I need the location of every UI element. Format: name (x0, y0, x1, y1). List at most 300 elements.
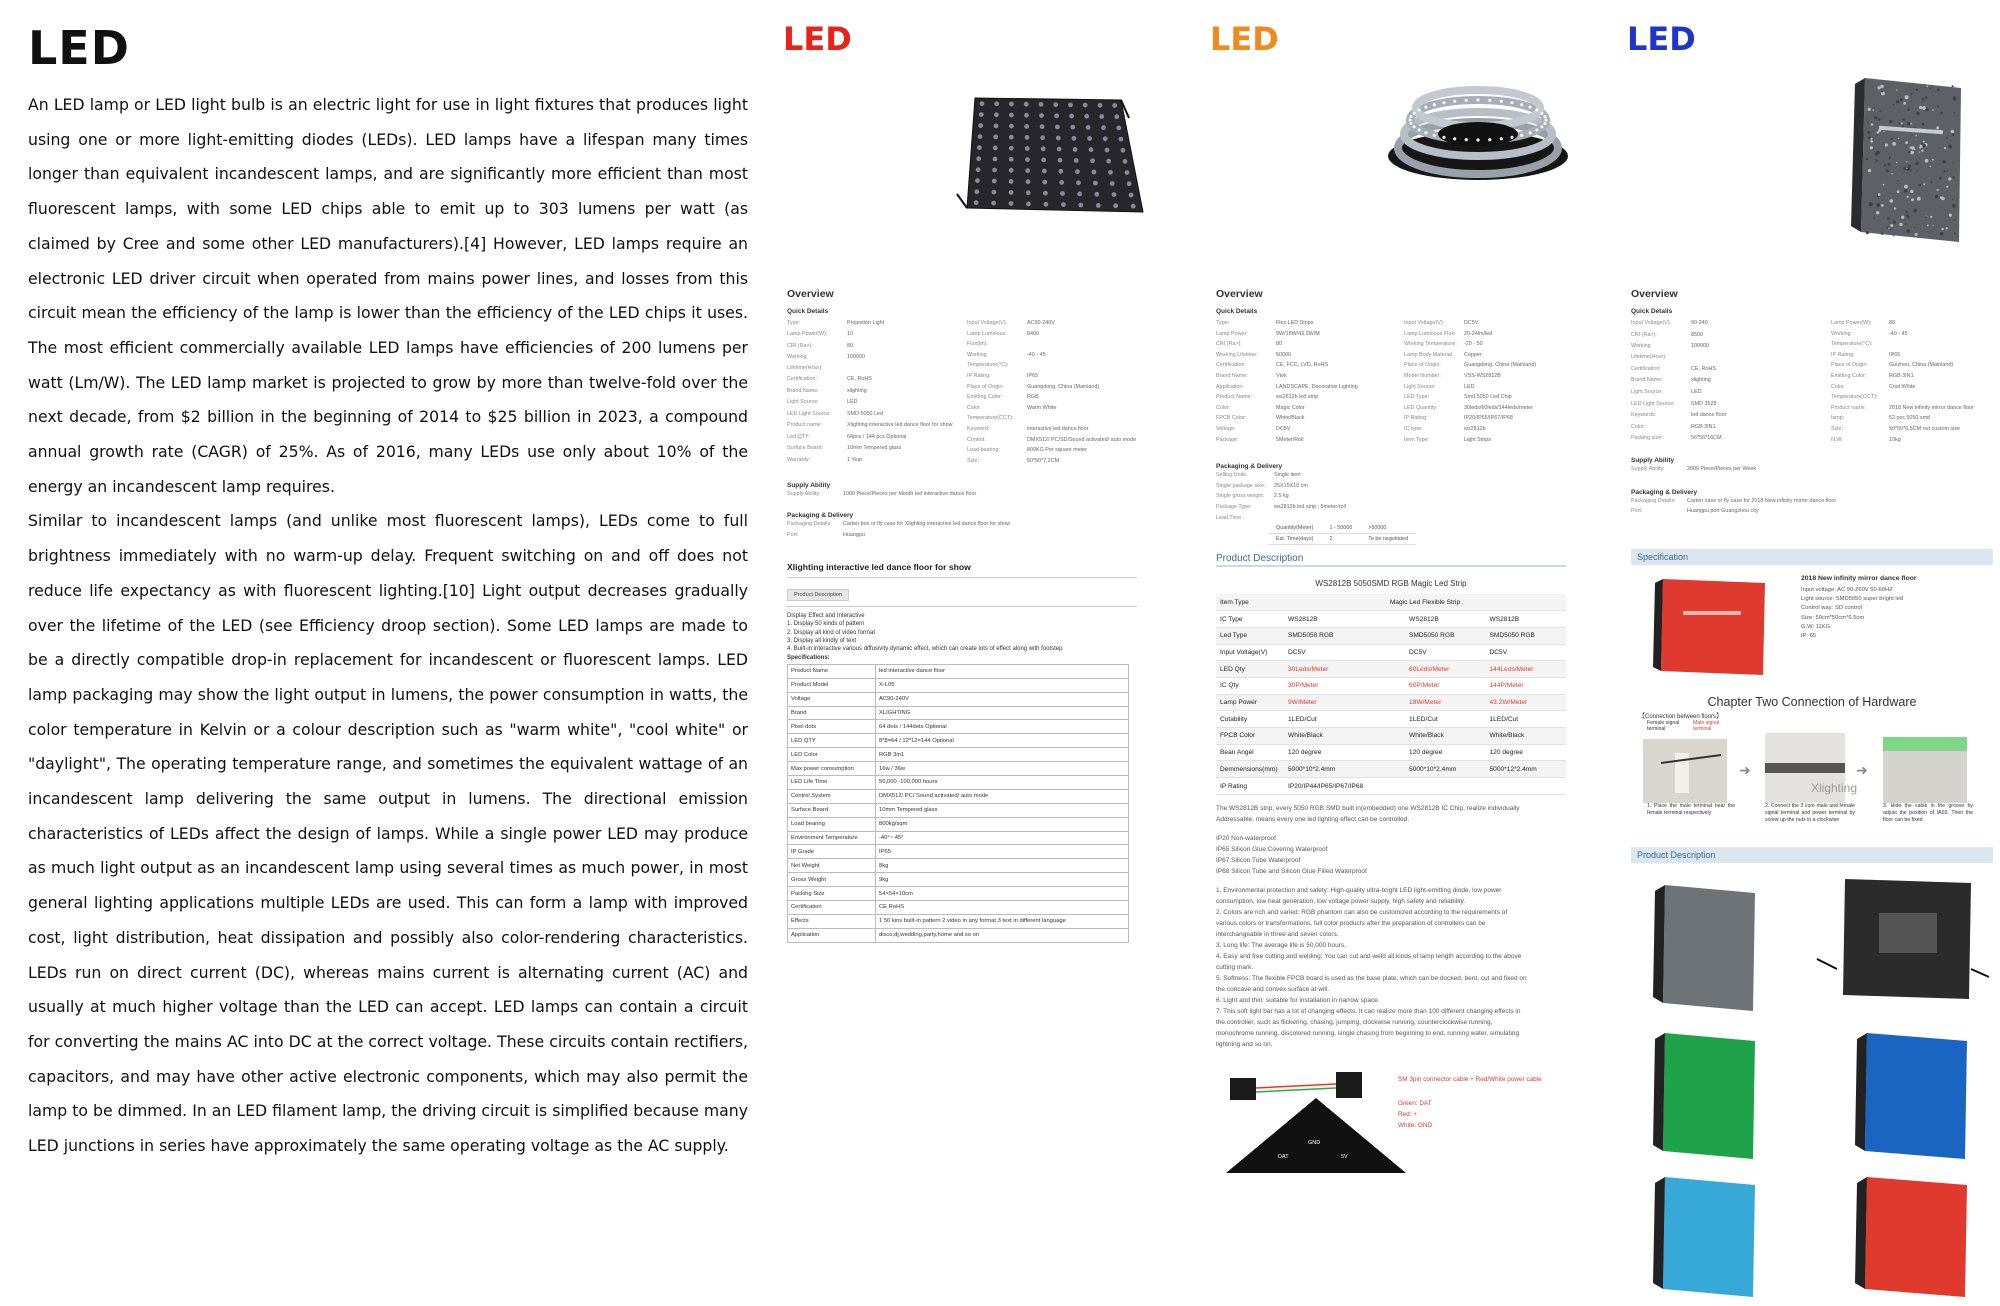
led-dot (1041, 146, 1046, 151)
spec-line: Control way: SD control (1801, 605, 1862, 612)
led-dot (1070, 125, 1075, 130)
stone-speck (1946, 186, 1948, 188)
stone-speck (1907, 122, 1910, 125)
stone-speck (1889, 156, 1890, 157)
detail-value: White/Black (1276, 415, 1305, 422)
led-dot (1026, 202, 1031, 207)
detail-value: Magic Color (1276, 404, 1305, 411)
description-line: IP20 Non-waterproof (1216, 834, 1276, 842)
detail-value: CE, RoHS (1691, 365, 1716, 372)
detail-value: RGB (1027, 394, 1039, 401)
table-cell: WS2812B (1486, 611, 1567, 628)
stone-speck (1942, 160, 1945, 163)
stone-speck (1894, 207, 1896, 209)
detail-key: Voltage: (1216, 425, 1236, 432)
table-cell: WS2812B (1284, 611, 1405, 628)
detail-value: RGB 3IN1 (1889, 372, 1914, 379)
detail-key: Selling Units: (1216, 472, 1248, 479)
female-label: Female signal terminal (1647, 719, 1680, 732)
led-dot (978, 123, 983, 128)
spec-line: IP: 65 (1801, 632, 1817, 639)
detail-value: IP65 (1027, 372, 1039, 379)
stone-speck (1949, 214, 1952, 217)
strip-led (1409, 122, 1412, 125)
description-line: 3. Long life: The average life is 50,000 hours. (1216, 941, 1346, 949)
stone-speck (1889, 158, 1890, 159)
strip-led (1418, 128, 1421, 131)
table-row (788, 845, 1129, 859)
stone-speck (1936, 189, 1938, 191)
detail-value: 8400 (1027, 330, 1039, 337)
led-dot (980, 101, 985, 106)
strip-led (1488, 99, 1491, 102)
detail-value: DC5V (1276, 425, 1291, 432)
led-dot (1086, 125, 1091, 130)
stone-speck (1889, 120, 1892, 123)
led-dot (1093, 181, 1098, 186)
spec-line: Light source: SMD5050 super bright led (1801, 596, 1904, 603)
description-line (1216, 825, 1566, 833)
led-dot (1125, 170, 1130, 175)
stone-speck (1885, 143, 1888, 146)
led-dot (1061, 202, 1066, 207)
led-dot (976, 156, 981, 161)
led-dot (1105, 148, 1110, 153)
detail-key: Working Lifetime(Hour): (787, 354, 823, 371)
table-cell: 60Leds/Meter (1405, 661, 1485, 678)
led-dot (1094, 192, 1099, 197)
detail-value: 100000 (1691, 343, 1709, 350)
product-description-tab[interactable]: Product Description (787, 589, 849, 601)
led-dot (1009, 135, 1014, 140)
stone-speck (1952, 85, 1954, 87)
stone-speck (1914, 209, 1918, 213)
stone-speck (1876, 135, 1877, 136)
stone-speck (1922, 106, 1926, 110)
detail-value: CE, FCC, LVD, RoHS (1276, 362, 1329, 369)
stone-speck (1922, 100, 1923, 101)
detail-value: Carton case or fly case for 2018 New infinity mirror dance floor (1687, 497, 1837, 504)
led-dot (1025, 168, 1030, 173)
product-heading: Xlighting interactive led dance floor for show (787, 562, 971, 573)
led-dot (1009, 190, 1014, 195)
led-dot (1096, 203, 1101, 208)
stone-speck (1908, 151, 1910, 153)
detail-key: Package: (1216, 436, 1239, 443)
stone-speck (1866, 158, 1868, 160)
stone-speck (1926, 86, 1928, 88)
stone-speck (1884, 164, 1886, 166)
table-cell: Brand (788, 706, 876, 720)
led-dot (1025, 135, 1030, 140)
detail-key: Light Source: (1404, 383, 1436, 390)
table-cell: 5000*10*2.4mm (1284, 761, 1405, 778)
strip-led (1424, 106, 1427, 109)
table-header-row (1216, 594, 1566, 611)
detail-key: Warranty: (787, 456, 811, 463)
led-dot (1058, 158, 1063, 163)
strip-led (1510, 136, 1513, 139)
spec-sheet-1 (787, 288, 1137, 943)
table-row (1216, 761, 1566, 778)
table-cell: 8*8=64 / 12*12=144 Optional (876, 734, 1129, 748)
table-row (788, 901, 1129, 915)
spec-sheet-3 (1631, 288, 1997, 1304)
stone-speck (1937, 88, 1940, 91)
connector-diagram (1216, 1068, 1576, 1178)
stone-speck (1905, 223, 1907, 225)
detail-key: Size: (967, 457, 979, 464)
article (28, 22, 748, 1164)
column-2-title: LED (1210, 20, 1279, 58)
strip-led (1543, 115, 1546, 118)
feature-line: 3. Display all kindly of text (787, 637, 857, 644)
led-dot (1041, 158, 1046, 163)
led-dot (994, 101, 999, 106)
table-cell (1486, 778, 1567, 795)
stone-speck (1915, 233, 1918, 236)
hardware-connection (1631, 711, 1993, 841)
table-row (788, 817, 1129, 831)
connector-note: SM 3pin connector cable + Red/White power cable (1398, 1075, 1542, 1083)
stone-speck (1953, 219, 1955, 221)
connection-label: 【Connection between floors】 (1639, 713, 1723, 720)
detail-value: Guangdong, China (Mainland) (1464, 362, 1537, 369)
detail-key: Working Lifetime(Hour): (1631, 343, 1667, 360)
detail-key: Brand Name: (787, 387, 819, 394)
stone-speck (1905, 141, 1908, 144)
detail-value: -40 - 45 (1889, 330, 1908, 337)
detail-value: ws2812b led strip (1276, 394, 1318, 401)
detail-value: 10 (847, 331, 853, 338)
detail-key: Place of Origin: (1831, 362, 1868, 369)
detail-key: Working Lifetime: (1216, 351, 1258, 358)
led-dot (1024, 113, 1029, 118)
stone-speck (1927, 225, 1929, 227)
stone-speck (1879, 110, 1881, 112)
detail-key: Item Type: (1404, 436, 1430, 443)
table-cell: 1 50 kins built-in pattern 2 video in any format 3 text in different language (876, 914, 1129, 928)
stone-speck (1922, 98, 1924, 100)
led-dot (1054, 113, 1059, 118)
led-dot (1127, 181, 1132, 186)
led-dot (1099, 114, 1104, 119)
detail-value: -40 - 45 (1027, 351, 1046, 358)
stone-speck (1932, 225, 1933, 226)
detail-key: LED Light Source: (787, 410, 831, 417)
detail-value: Projection Light (847, 320, 885, 326)
led-dot (1089, 147, 1094, 152)
detail-value: 80 (1889, 320, 1895, 326)
article-paragraph-2: Similar to incandescent lamps (and unlike most fluorescent lamps), LEDs come to full brightness immediately with no warm-up delay. Frequent switching on and off does not reduce life expectancy as with fluorescent lighting.[10] Light output decreases gradually over the lifetime of the LED (see Efficiency droop section). Some LED lamps are made to be a directly compatible drop-in replacement for incandescent or fluorescent lamps. LED lamp packaging may show the light output in lumens, the power consumption in watts, the color temperature in Kelvin or a colour description such as "warm white", "cool white" or "daylight", The operating temperature range, and sometimes the equivalent wattage of an incandescent lamp delivering the same output in lumens. The directional emission characteristics of LEDs affect the design of lamps. While a single power LED may produce as much light output as an incandescent lamp using several times as much power, in most general lighting applications multiple LEDs are used. This can form a lamp with improved cost, light distribution, heat dissipation and possibly also color-rendering characteristics. LEDs run on direct current (DC), whereas mains current is alternating current (AC) and usually at much higher voltage than the LED can accept. LED lamps can contain a circuit for converting the mains AC into DC at the correct voltage. These circuits contain rectifiers, capacitors, and may have other active electronic components, which may also permit the lamp to be dimmed. In an LED filament lamp, the driving circuit is simplified because many LED junctions in series have approximately the same operating voltage as the AC supply. (28, 511, 748, 1156)
strip-led (1540, 125, 1543, 128)
strip-led (1433, 103, 1436, 106)
table-cell: Magic Led Flexible Strip (1284, 594, 1566, 611)
stone-speck (1902, 118, 1904, 120)
strip-led (1476, 98, 1479, 101)
stone-speck (1887, 163, 1890, 166)
detail-key: lamp: (1831, 415, 1845, 422)
strip-led (1488, 138, 1491, 141)
led-dot (1084, 114, 1089, 119)
quick-details-right (1404, 318, 1582, 445)
detail-key: Color Temperature(CCT): (967, 404, 1014, 422)
detail-value: 9W/18W/43.2W/M (1276, 330, 1320, 337)
led-dot (1121, 148, 1126, 153)
detail-key: N.W: (1831, 436, 1843, 443)
table-cell: Quantity(Meter) (1268, 523, 1321, 534)
stone-speck (1881, 204, 1884, 207)
stone-speck (1886, 227, 1888, 229)
strip-led (1409, 115, 1412, 118)
table-cell: DMX512/ PC/ Sound activated/ auto mode (876, 789, 1129, 803)
detail-value: 52 pcs 5050 smd (1889, 415, 1931, 422)
detail-key: IP Rating: (967, 372, 991, 379)
led-dot (974, 189, 979, 194)
table-row (788, 831, 1129, 845)
stone-speck (1887, 217, 1890, 220)
table-cell: 144Leds/Meter (1486, 661, 1567, 678)
detail-value: 56*56*16CM (1691, 435, 1722, 442)
stone-speck (1910, 146, 1913, 149)
table-cell: Packing Size (788, 887, 876, 901)
detail-key: Port: (787, 531, 799, 538)
table-cell: X-L05 (876, 678, 1129, 692)
stone-speck (1904, 185, 1908, 189)
led-dot (1073, 147, 1078, 152)
stone-speck (1941, 197, 1944, 200)
stone-speck (1954, 86, 1955, 87)
led-dot (1009, 179, 1014, 184)
detail-value: 90-240 (1691, 320, 1708, 326)
stone-speck (1916, 112, 1920, 116)
stone-speck (1946, 137, 1948, 139)
table-cell: IP Rating (1216, 778, 1284, 795)
table-row (788, 664, 1129, 678)
description-line: consumption, low heat generation, low voltage power supply, high safety and reliability. (1216, 897, 1466, 905)
stone-speck (1893, 104, 1895, 106)
strip-led (1453, 137, 1456, 140)
table-row (788, 928, 1129, 942)
detail-key: IC type: (1404, 425, 1423, 432)
description-line: 2. Colors are rich and varied: RGB phantom can also be customized according to the requirements of (1216, 908, 1508, 916)
tile-cyan (1653, 1177, 1755, 1297)
detail-key: Port: (1631, 508, 1643, 515)
table-cell: led interactive dance floor (876, 664, 1129, 678)
stone-speck (1916, 170, 1918, 172)
detail-key: Lead Time : (1216, 514, 1245, 521)
stone-speck (1932, 133, 1933, 134)
stone-speck (1898, 138, 1899, 139)
table-row (788, 887, 1129, 901)
detail-key: FPCB Color: (1216, 415, 1247, 422)
table-row (788, 776, 1129, 790)
led-dot (1040, 124, 1045, 129)
led-dot (1043, 191, 1048, 196)
stone-speck (1875, 152, 1878, 155)
led-dot (992, 190, 997, 195)
table-row (1216, 644, 1566, 661)
strip-led (1543, 122, 1546, 125)
table-cell: SMD5050 RGB (1486, 627, 1567, 644)
stone-speck (1868, 108, 1871, 111)
led-dot (1113, 203, 1118, 208)
detail-key: Product name: (1831, 404, 1867, 411)
stone-speck (1916, 89, 1918, 91)
supply-row: Supply Ability: 1000 Piece/Pieces per Month led interactive dance floor (787, 491, 977, 498)
stone-speck (1930, 166, 1931, 167)
table-cell: 1LED/Cut (1486, 711, 1567, 728)
stone-speck (1906, 161, 1907, 162)
detail-value: SMD 5050 Led (847, 410, 883, 417)
stone-speck (1906, 168, 1907, 169)
strip-led (1520, 103, 1523, 106)
detail-key: Keywords: (1631, 412, 1657, 419)
pin-gnd-label: GND (1308, 1139, 1321, 1146)
article-paragraph-1: An LED lamp or LED light bulb is an electric light for use in light fixtures that produces light using one or more light-emitting diodes (LEDs). LED lamps have a lifespan many times longer than equivalent incandescent lamps, and are significantly more efficient than most fluorescent lamps, with some LED chips able to emit up to 303 lumens per watt (as claimed by Cree and some other LED manufacturers).[4] However, LED lamps require an electronic LED driver circuit when operated from mains power lines, and losses from this circuit mean the efficiency of the lamp is lower than the efficiency of the LED chips it uses. The most efficient commercially available LED lamps have efficiencies of 200 lumens per watt (Lm/W). The LED lamp market is projected to grow by more than twelve-fold over the next decade, from $2 billion in the beginning of 2014 to $25 billion in 2023, a compound annual growth rate (CAGR) of 25%. As of 2016, many LEDs use only about 10% of the energy an incandescent lamp requires. (28, 95, 748, 496)
detail-value: Xlighting interactive led dance floor for show (847, 422, 953, 429)
stone-speck (1952, 199, 1953, 200)
feature-line: 1. Display 50 kinds of pattern (787, 621, 865, 628)
stone-speck (1919, 152, 1920, 153)
led-dot (977, 145, 982, 150)
strip-led (1408, 118, 1411, 121)
packaging-rows (1216, 470, 1580, 523)
led-dot (1119, 137, 1124, 142)
stone-speck (1876, 211, 1879, 214)
detail-value: DC5V (1464, 320, 1479, 326)
table-cell: Cutability (1216, 711, 1284, 728)
detail-value: 20-24lm/led (1464, 330, 1493, 337)
table-cell: Gross Weight (788, 873, 876, 887)
strip-led (1520, 134, 1523, 137)
table-cell: 120 degree (1486, 744, 1567, 761)
led-dot (1057, 147, 1062, 152)
male-label: Male signal terminal (1693, 719, 1720, 732)
detail-key: Model Number: (1404, 372, 1441, 379)
stone-speck (1893, 221, 1896, 224)
stone-speck (1890, 224, 1893, 227)
stone-speck (1874, 116, 1877, 119)
led-dot (992, 168, 997, 173)
led-dot (1112, 103, 1117, 108)
detail-value: 800KG Per square meter (1027, 447, 1087, 454)
led-dot (1053, 102, 1058, 107)
stone-speck (1944, 147, 1946, 149)
detail-key: Certification: (1631, 365, 1661, 372)
led-dot (1009, 168, 1014, 173)
led-dot (1042, 169, 1047, 174)
table-cell: IP Grade (788, 845, 876, 859)
table-cell: LED Color (788, 748, 876, 762)
article-title: LED (28, 21, 130, 75)
table-cell: RGB 3in1 (876, 748, 1129, 762)
detail-key: Emitting Color: (1831, 372, 1867, 379)
description-line: the concave and convex surface at will. (1216, 985, 1330, 993)
led-dot (1074, 158, 1079, 163)
led-dot (1123, 159, 1128, 164)
table-row (788, 720, 1129, 734)
stone-speck (1904, 189, 1907, 192)
detail-key: CRI (Ra>): (787, 342, 813, 349)
led-dot (1101, 125, 1106, 130)
stone-speck (1914, 227, 1915, 228)
stone-speck (1939, 147, 1940, 148)
table-cell: LED Life Time (788, 776, 876, 790)
led-dot (1075, 169, 1080, 174)
stone-speck (1941, 228, 1943, 230)
table-row (1216, 627, 1566, 644)
led-dot (1044, 202, 1049, 207)
strip-led (1465, 138, 1468, 141)
strip-led (1535, 128, 1538, 131)
detail-value: 80 (847, 342, 853, 349)
table-cell: Surface Board (788, 803, 876, 817)
table-cell: 30P/Meter (1284, 678, 1405, 695)
connector-drawing (1216, 1068, 1416, 1178)
detail-value: LANDSCAPE, Decorative Lighting (1276, 383, 1358, 390)
feature-line: 2. Display all kind of video format (787, 629, 876, 636)
detail-value: LED (1464, 383, 1475, 390)
table-cell: Product Name (788, 664, 876, 678)
detail-value: 10mm Tempered glass (847, 445, 902, 452)
led-dot (1058, 169, 1063, 174)
led-dot (979, 112, 984, 117)
led-dot (1009, 102, 1014, 107)
table-cell: White/Black (1486, 728, 1567, 745)
stone-speck (1877, 86, 1880, 89)
table-cell: Led Type (1216, 627, 1284, 644)
led-dot (1090, 158, 1095, 163)
stone-speck (1915, 135, 1917, 137)
stone-speck (1940, 232, 1943, 235)
strip-led (1418, 108, 1421, 111)
wire-green: Green: DAT (1398, 1099, 1432, 1107)
strip-led (1424, 131, 1427, 134)
stone-speck (1868, 169, 1871, 172)
table-cell: 800kg/sqm (876, 817, 1129, 831)
strip-led (1544, 118, 1547, 121)
stone-speck (1952, 176, 1954, 178)
led-dot (994, 124, 999, 129)
quick-details-heading: Quick Details (1216, 308, 1258, 315)
table-row (788, 803, 1129, 817)
led-dot (1055, 125, 1060, 130)
detail-key: Certification: (787, 376, 817, 383)
strip-led (1500, 137, 1503, 140)
detail-key: Surface Board: (787, 445, 823, 452)
description-line: Addressable, means every one led lighting effect can be controlled. (1216, 815, 1410, 823)
column-3-title: LED (1627, 20, 1696, 58)
detail-value: Smd 5050 Led Chip (1464, 394, 1512, 401)
strip-led (1535, 108, 1538, 111)
step-1: 1. Place the male terminal near the female terminal respectively (1647, 802, 1735, 816)
product-description-bar: Product Description (1631, 847, 1993, 863)
table-cell: 9kg (876, 873, 1129, 887)
stone-speck (1899, 123, 1901, 125)
led-dot (1059, 180, 1064, 185)
stone-speck (1910, 151, 1914, 155)
detail-value: led dance floor (1691, 412, 1727, 419)
led-dot (1009, 124, 1014, 129)
detail-value: 2018 New infinity mirror dance floor (1889, 404, 1974, 411)
detail-key: Color: (1631, 423, 1646, 430)
stone-speck (1886, 169, 1889, 172)
detail-key: Light Source: (1631, 388, 1663, 395)
led-dot (1039, 102, 1044, 107)
stone-speck (1919, 106, 1922, 109)
detail-value: 30leds/60leds/144leds/meter (1464, 404, 1533, 411)
